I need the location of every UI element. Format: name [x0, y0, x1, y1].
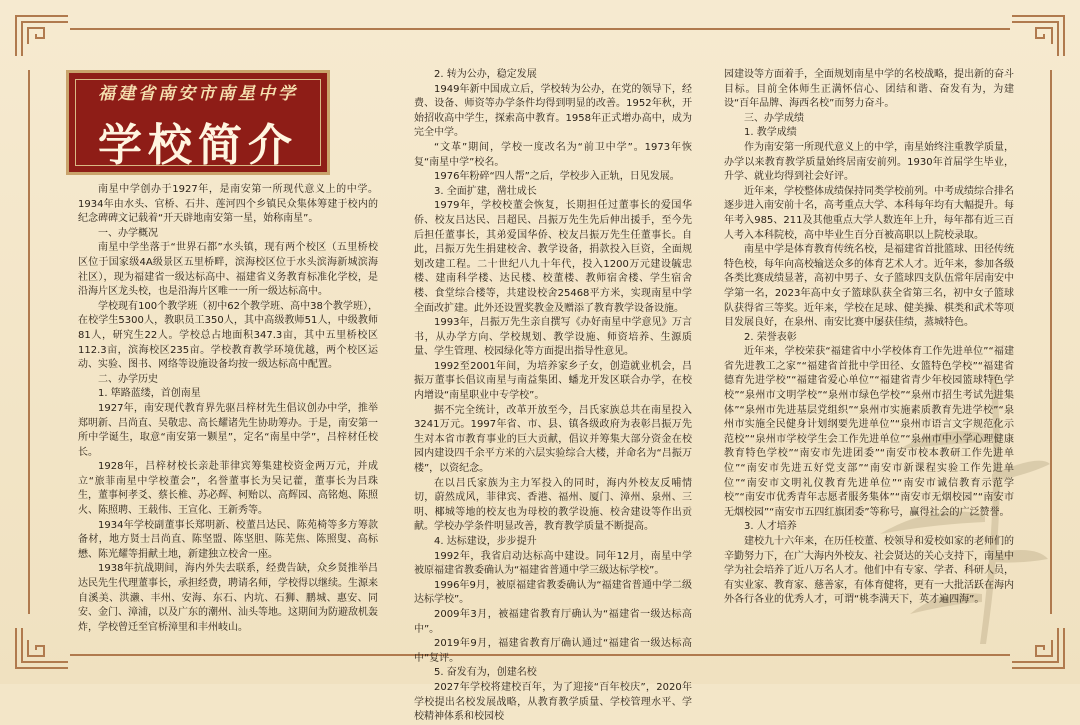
paragraph: 据不完全统计，改革开放至今，吕氏家族总共在南星投入3241万元。1997年省、市、县、镇各级政府为表彰吕振万先生对本省市教育事业的巨大贡献，倡议并筹集大部分资金在校园内建设四千余平方米的六层实验综合大楼，并命名为“吕振万楼”，以资纪念。	[414, 404, 692, 475]
section-heading: 3. 全面扩建，凿壮成长	[434, 185, 537, 197]
paragraph: 园建设等方面着手，全面规划南星中学的名校战略，提出新的奋斗目标。目前全体师生正满怀信心、团结和谐、奋发有为，为建设“百年品牌、海西名校”而努力奋斗。	[724, 69, 1014, 110]
corner-ornament-icon	[1010, 14, 1066, 58]
paragraph: 在以吕氏家族为主力军投入的同时，海内外校友反哺情切，蔚然成风，菲律宾、香港、福州、厦门、漳州、泉州、三明、椰城等地的校友也为母校的教学设施、校舍建设等作出贡献。学校办学条件明显改善，教育教学质量不断提高。	[414, 477, 692, 533]
paragraph: 1976年粉碎“四人帮”之后，学校步入正轨，日见发展。	[434, 171, 680, 183]
section-heading: 二、办学历史	[98, 373, 158, 385]
section-heading: 4. 达标建设，步步提升	[434, 536, 537, 547]
paragraph: 学校现有100个教学班（初中62个教学班、高中38个教学班），在校学生5300人，教职员工350人，其中高级教师51人，中级教师81人，研究生22人。学校总占地面积347.3亩，其中五里桥校区112.3亩，滨海校区235亩。学校教育教学环境优越，两个校区运动、实验、图书、网络等设施设备均按一级达标高中配置。	[78, 300, 378, 371]
border-top	[70, 28, 1010, 30]
paragraph: 1979年，学校校董会恢复，长期担任过董事长的爱国华侨、校友吕达民、吕超民、吕振万先生先后伸出援手，至今先后担任董事长，其弟爱国华侨、校友吕振万先生任董事长。自此，吕振万先生捐建校舍、教学设备，捐款投入巨资，全面规划改建工程。二十世纪八九十年代，投入1200万元建设毓忠楼、建南科学楼、达民楼、校董楼、教师宿舍楼、学生宿舍楼、食堂综合楼等，共建设校舍25468平方米，实现南星中学全面改扩建。此外还设置奖教金及赠添了教育教学设备设施。	[414, 200, 692, 314]
section-heading: 1. 筚路蓝缕，首创南星	[98, 388, 201, 400]
paragraph: 2009年3月，被福建省教育厅确认为“福建省一级达标高中”。	[414, 608, 692, 635]
paragraph: 作为南安第一所现代意义上的中学，南星始终注重教学质量，办学以来教育教学质量始终居南安前列。1930年首届学生毕业，升学、就业均得到社会好评。	[724, 141, 1014, 183]
paragraph: 南星中学是体育教育传统名校，是福建省首批篮球、田径传统特色校，每年向高校输送众多的体育艺术人才。近年来，参加各级各类比赛成绩显著，高初中男子、女子篮球四支队伍常年居南安中学第一名，2023年高中女子篮球队获全省第三名，初中女子篮球队获得省三等奖。近年来，学校在足球、健美操、棋类和武术等项目发展良好，在泉州、南安比赛中屡获佳绩，蒸城特色。	[724, 244, 1014, 329]
section-heading: 一、办学概况	[98, 227, 158, 239]
text-column-3	[724, 68, 1014, 608]
section-heading: 2. 转为公办，稳定发展	[434, 69, 537, 80]
border-left	[28, 70, 30, 614]
paragraph: “文革”期间，学校一度改名为“前卫中学”。1973年恢复“南星中学”校名。	[414, 141, 692, 168]
paragraph: 南星中学坐落于“世界石都”水头镇，现有两个校区（五里桥校区位于国家级4A级景区五里桥畔，滨海校区位于水头滨海新城滨海社区），现为福建省一级达标高中、福建省义务教育标准化学校，是沿海片区龙头校，也是沿海片区唯一一所一级达标高中。	[78, 242, 378, 298]
paragraph: 1938年抗战期间，海内外失去联系，经费告缺，众乡贤推举吕达民先生代理董事长，承担经费，聘请名师，学校得以继续。生源来自溪美、洪濑、丰州、安海、东石、内坑、石狮、鹏城、惠安、同安、金门、漳浦，以及广东的潮州、汕头等地。这期间为防避敌机轰炸，学校曾迁至官桥漳里和丰州岐山。	[78, 563, 378, 633]
paragraph: 1993年，吕振万先生亲自撰写《办好南星中学意见》万言书，从办学方向、学校规划、教学设施、师资培养、生源质量、学生管理、校园绿化等方面提出指导性意见。	[414, 317, 692, 358]
title-banner	[66, 70, 330, 175]
section-heading: 三、办学成绩	[744, 112, 804, 124]
text-column-1	[78, 183, 378, 635]
paragraph: 1949年新中国成立后，学校转为公办，在党的领导下，经费、设备、师资等办学条件均得到明显的改善。1952年秋，开始招收高中学生，探索高中教育。1958年正式增办高中，成为完全中学。	[414, 83, 692, 139]
paragraph: 2019年9月，福建省教育厅确认通过“福建省一级达标高中”复评。	[414, 638, 692, 664]
paragraph: 2027年学校将建校百年，为了迎接“百年校庆”，2020年学校提出名校发展战略，从教育教学质量、学校管理水平、学校精神体系和校园校	[414, 681, 692, 723]
paragraph: 1927年，南安现代教育界先驱吕梓材先生倡议创办中学，推举郑明新、吕尚直、吴敬忠、高长耀诸先生协助筹办。于是，南安第一所中学诞生，取意“南安第一颗星”，定名“南星中学”，吕梓材任校长。	[78, 402, 378, 458]
paragraph: 1996年9月，被原福建省教委确认为“福建省普通中学二级达标学校”。	[414, 579, 692, 606]
corner-ornament-icon	[14, 14, 70, 58]
section-heading: 3. 人才培养	[744, 521, 797, 533]
paragraph: 建校九十六年来，在历任校董、校领导和爱校如家的老师们的辛勤努力下，在广大海内外校友、社会贤达的关心支持下，南星中学为社会培养了近八万名人才。他们中有专家、学者、科研人员，有实业家、教育家、慈善家，有体育健将，更有一大批活跃在海内外各行各业的优秀人才，可谓“桃李满天下，英才遍四海”。	[724, 536, 1014, 606]
section-heading: 1. 教学成绩	[744, 127, 797, 139]
page-title: 学校简介	[98, 120, 298, 171]
school-name: 福建省南安市南星中学	[98, 84, 298, 104]
text-column-2	[414, 68, 692, 725]
paragraph: 南星中学创办于1927年，是南安第一所现代意义上的中学。1934年由水头、官桥、石井、莲河四个乡镇民众集体筹建于校内的纪念碑碑文记载着“开天辟地南安第一星，始称南星”。	[78, 184, 378, 225]
section-heading: 2. 荣誉表彰	[744, 331, 797, 343]
paragraph: 近年来，学校荣获“福建省中小学校体育工作先进单位”“福建省先进教工之家”“福建省首批中学田径、女篮特色学校”“福建省德育先进学校”“福建省爱心单位”“福建省青少年校园篮球特色学校”“泉州市文明学校”“泉州市绿色学校”“泉州市招生考试先进集体”“泉州市先进基层党组织”“泉州市实施素质教育先进学校”“泉州市实施全民健身计划纲要先进单位”“泉州市语言文字规范化示范校”“泉州市学校学生会工作先进单位”“泉州市中小学心理健康教育特色学校”“南安市先进团委”“南安市校本教研工作先进单位”“南安市先进五好党支部”“南安市新课程实验工作先进单位”“南安市文明礼仪教育先进单位”“南安市诚信教育示范学校”“南安市优秀青年志愿者服务集体”“南安市无烟校园”“南安市无烟校园”“南安市五四红旗团委”等称号，赢得社会的广泛赞誉。	[724, 346, 1014, 518]
border-right	[1050, 70, 1052, 614]
corner-ornament-icon	[14, 626, 70, 670]
paragraph: 1992年，我省启动达标高中建设。同年12月，南星中学被原福建省教委确认为“福建省普通中学三级达标学校”。	[414, 550, 692, 577]
paragraph: 1992至2001年间，为培养家乡子女，创造就业机会，吕振万董事长倡议南星与南益集团、蟠龙开发区联合办学，在校内增设“南星职业中专学校”。	[414, 360, 692, 402]
paragraph: 1928年，吕梓材校长亲赴菲律宾筹集建校资金两万元，并成立“旅菲南星中学校董会”，名誉董事长为吴记藿，董事长为吕珠生，董事柯孝爻、蔡长椎、苏必辉、柯贻以、高辉园、高铭炮、陈照火、陈照聘、王载伟、王宣化、王新秀等。	[78, 461, 378, 517]
paragraph: 1934年学校副董事长郑明新、校董吕达民、陈苑椅等多方筹款备材，地方贤士吕尚直、陈坚盟、陈坚胆、陈芜焦、陈照叟、高标懋、陈光耀等捐献土地，新建独立校舍一座。	[78, 519, 378, 560]
paragraph: 近年来，学校整体成绩保持同类学校前列。中考成绩综合排名逐步进入南安前十名，高考重点大学、本科每年均有大幅提升。每年考入985、211及其他重点大学人数连年上升，每年都有近三百人考入本科院校，高中毕业生百分百被高职以上院校录取。	[724, 185, 1014, 241]
section-heading: 5. 奋发有为，创建名校	[434, 667, 537, 679]
